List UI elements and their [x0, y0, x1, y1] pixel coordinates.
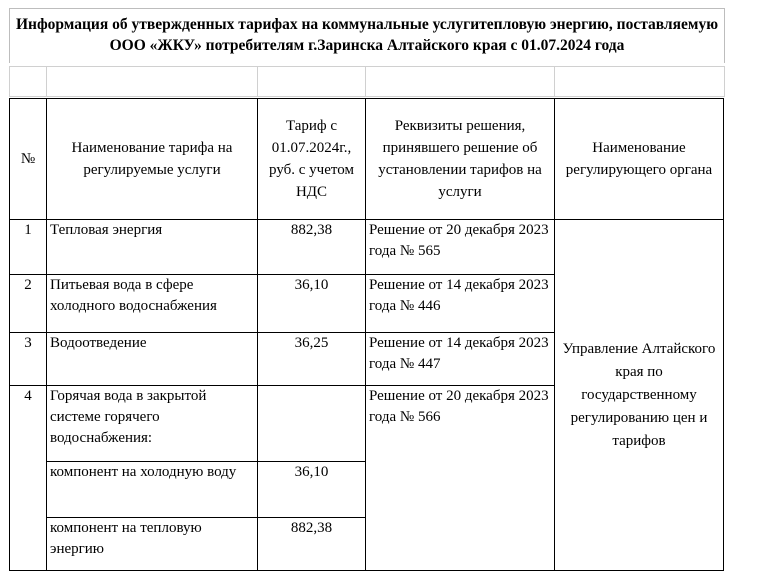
row-num: 2 — [10, 275, 47, 333]
spacer-row — [9, 66, 725, 96]
row-num: 1 — [10, 220, 47, 275]
row-name: Тепловая энергия — [47, 220, 258, 275]
row-name: Питьевая вода в сфере холодного водоснабжения — [47, 275, 258, 333]
header-decision: Реквизиты решения, принявшего решение об установлении тарифов на услуги — [366, 99, 555, 220]
title-line-1: Информация об утвержденных тарифах на коммунальные услугитепловую энергию, поставляемую — [15, 16, 719, 33]
row-num: 3 — [10, 333, 47, 386]
subrow-name: компонент на тепловую энергию — [47, 518, 258, 571]
subrow-name: компонент на холодную воду — [47, 462, 258, 518]
row-name: Водоотведение — [47, 333, 258, 386]
subrow-tariff: 36,10 — [258, 462, 366, 518]
row-name: Горячая вода в закрытой системе горячего водоснабжения: — [47, 386, 258, 462]
row-decision: Решение от 20 декабря 2023 года № 566 — [366, 386, 555, 571]
row-tariff: 36,25 — [258, 333, 366, 386]
header-num: № — [10, 99, 47, 220]
table-row — [10, 220, 724, 275]
regulator-name: Управление Алтайского края по государственному регулированию цен и тарифов — [555, 220, 724, 571]
row-tariff: 882,38 — [258, 220, 366, 275]
row-tariff: 36,10 — [258, 275, 366, 333]
row-decision: Решение от 20 декабря 2023 года № 565 — [366, 220, 555, 275]
document-frame — [9, 8, 725, 562]
document-title — [9, 8, 725, 63]
header-tariff: Тариф с 01.07.2024г., руб. с учетом НДС — [258, 99, 366, 220]
tariff-table — [9, 98, 724, 571]
subrow-tariff: 882,38 — [258, 518, 366, 571]
spacer-row-bottom — [9, 96, 725, 97]
header-org: Наименование регулирующего органа — [555, 99, 724, 220]
row-tariff — [258, 386, 366, 462]
row-decision: Решение от 14 декабря 2023 года № 447 — [366, 333, 555, 386]
row-num: 4 — [10, 386, 47, 571]
header-name: Наименование тарифа на регулируемые услуги — [47, 99, 258, 220]
row-decision: Решение от 14 декабря 2023 года № 446 — [366, 275, 555, 333]
title-line-2: ООО «ЖКУ» потребителям г.Заринска Алтайского края с 01.07.2024 года — [109, 37, 625, 54]
table-header-row — [10, 99, 724, 220]
